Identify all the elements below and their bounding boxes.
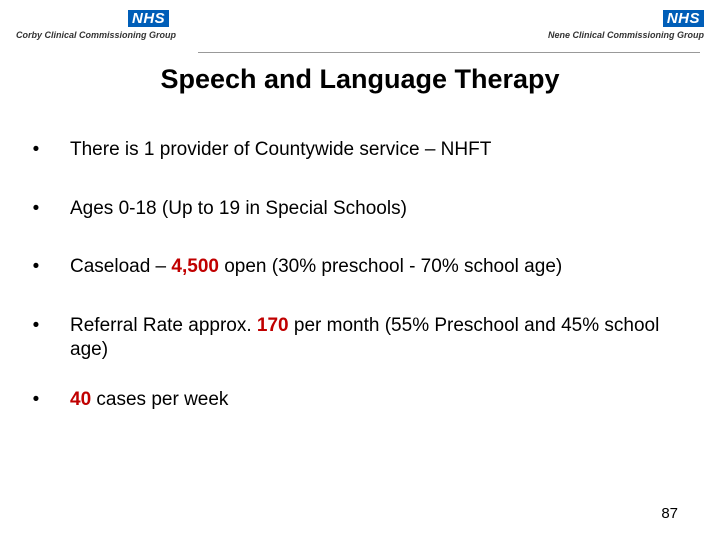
slide-title: Speech and Language Therapy: [160, 64, 560, 94]
referral-value: 170: [256, 315, 289, 336]
nhs-badge-right: NHS: [663, 10, 704, 27]
page-number: 87: [661, 505, 678, 522]
bullet-text-post: per month (55% Preschool and 45% school age): [70, 315, 660, 360]
header-divider: [198, 52, 700, 53]
bullet-ages: [28, 197, 688, 221]
nhs-badge-left: NHS: [128, 10, 169, 27]
bullet-dot: •: [32, 198, 40, 219]
corby-ccg-logo: [16, 10, 176, 40]
bullet-list: [28, 138, 688, 412]
bullet-dot: •: [32, 139, 40, 160]
bullet-dot: •: [32, 315, 40, 336]
bullet-text-post: cases per week: [91, 389, 229, 410]
bullet-dot: •: [32, 256, 40, 277]
nene-ccg-logo: [548, 10, 704, 40]
caseload-value: 4,500: [171, 256, 219, 277]
bullet-provider: [28, 138, 688, 162]
bullet-caseload: [28, 255, 688, 279]
corby-ccg-name: Corby Clinical Commissioning Group: [16, 30, 177, 40]
bullet-text-pre: Referral Rate approx.: [70, 315, 257, 336]
bullet-cases-per-week: [28, 388, 688, 412]
nene-ccg-name: Nene Clinical Commissioning Group: [547, 30, 704, 40]
bullet-text: Ages 0-18 (Up to 19 in Special Schools): [70, 198, 407, 219]
bullet-text: There is 1 provider of Countywide service – NHFT: [70, 139, 492, 160]
bullet-referral-rate: [28, 314, 688, 362]
cases-value: 40: [70, 389, 92, 410]
bullet-dot: •: [32, 389, 40, 410]
bullet-text-pre: Caseload –: [70, 256, 172, 277]
bullet-text-post: open (30% preschool - 70% school age): [218, 256, 563, 277]
